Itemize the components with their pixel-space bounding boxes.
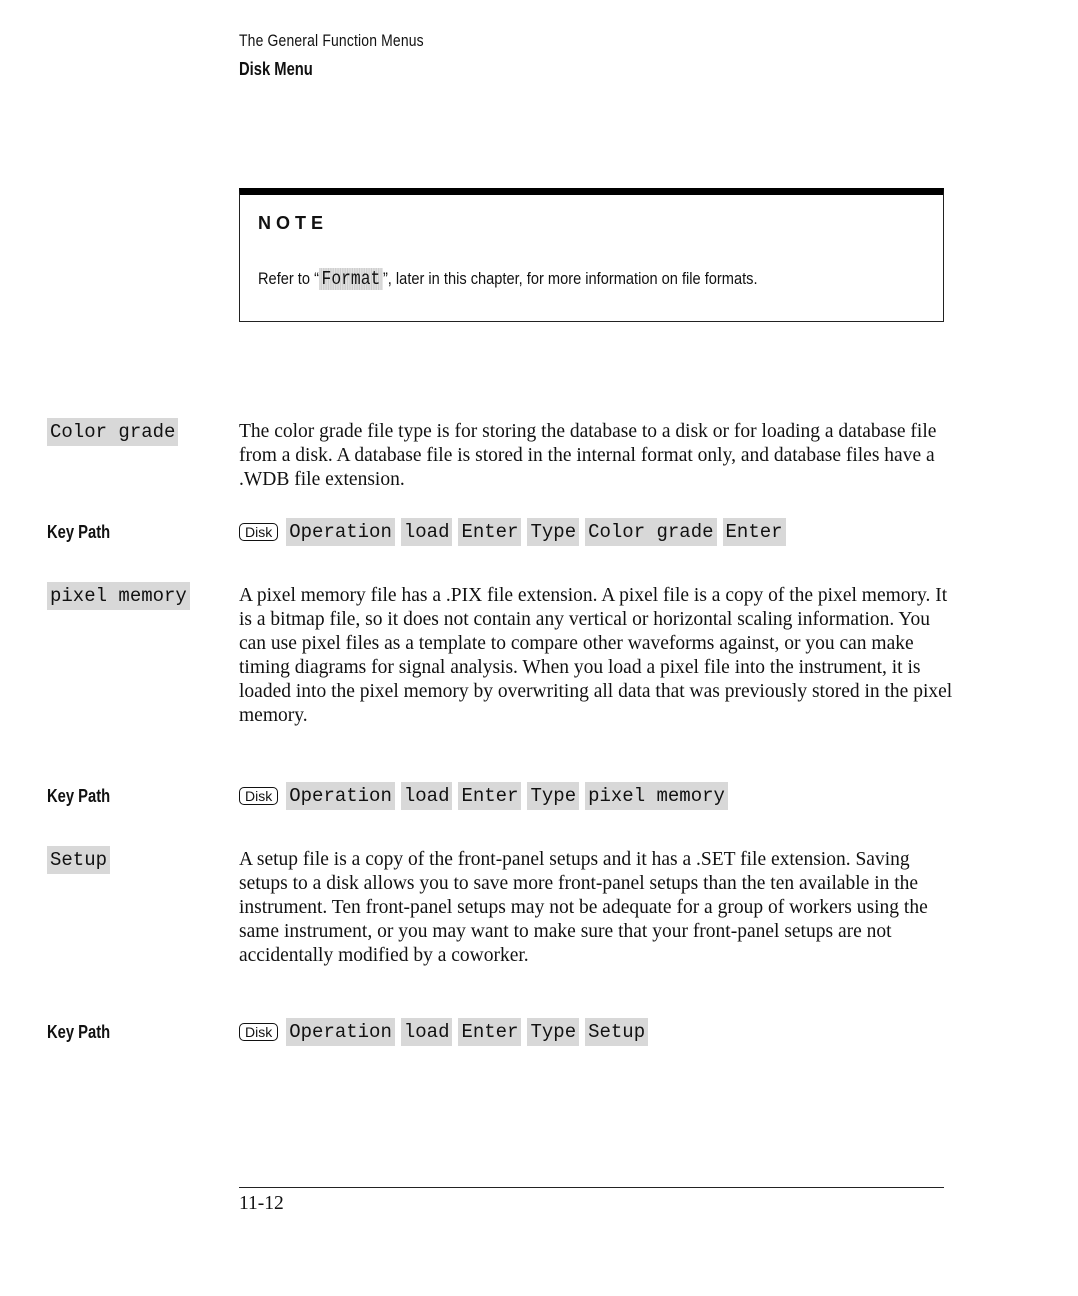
enter-softkey[interactable]: Enter — [458, 782, 521, 810]
disk-hardkey[interactable]: Disk — [239, 523, 278, 541]
enter-softkey[interactable]: Enter — [458, 518, 521, 546]
color-grade-keypath — [239, 518, 786, 546]
page-number: 11-12 — [239, 1193, 284, 1214]
color-grade-softkey[interactable]: Color grade — [585, 518, 716, 546]
enter-softkey[interactable]: Enter — [458, 1018, 521, 1046]
color-grade-keypath-label: Key Path — [47, 522, 111, 542]
note-box — [239, 188, 944, 322]
pixel-memory-softkey[interactable]: pixel memory — [585, 782, 728, 810]
disk-hardkey[interactable]: Disk — [239, 1023, 278, 1041]
format-softkey[interactable]: Format — [319, 268, 383, 290]
section-header: Disk Menu — [239, 59, 313, 79]
setup-keypath — [239, 1018, 648, 1046]
setup-description: A setup file is a copy of the front-panel setups and it has a .SET file extension. Saving setups to a disk allows you to save more front-panel setups than the ten available in the instrument. Ten front-panel setups may not be adequate for a group of workers using the same instrument, or you may want to make sure that your front-panel setups are not accidentally modified by a coworker. — [239, 849, 928, 966]
chapter-header: The General Function Menus — [239, 31, 424, 50]
note-title: NOTE — [258, 213, 329, 233]
type-softkey[interactable]: Type — [527, 1018, 579, 1046]
pixel-memory-softkey[interactable]: pixel memory — [47, 582, 190, 610]
color-grade-description: The color grade file type is for storing the database to a disk or for loading a database file from a disk. A database file is stored in the internal format only, and database files have a .WDB file extension. — [239, 421, 937, 490]
note-text-after: ”, later in this chapter, for more information on file formats. — [382, 269, 758, 288]
type-softkey[interactable]: Type — [527, 518, 579, 546]
color-grade-softkey-label — [47, 418, 178, 446]
footer-divider — [239, 1187, 944, 1188]
note-text-before: Refer to “ — [258, 269, 319, 288]
setup-keypath-label: Key Path — [47, 1022, 111, 1042]
enter-softkey[interactable]: Enter — [723, 518, 786, 546]
load-softkey[interactable]: load — [401, 518, 453, 546]
pixel-memory-keypath — [239, 782, 728, 810]
disk-hardkey[interactable]: Disk — [239, 787, 278, 805]
operation-softkey[interactable]: Operation — [286, 518, 395, 546]
pixel-memory-description: A pixel memory file has a .PIX file extension. A pixel file is a copy of the pixel memory. It is a bitmap file, so it does not contain any vertical or horizontal scaling information. You can use pixel files as a template to compare other waveforms against, or you can make timing diagrams for signal analysis. When you load a pixel file into the instrument, it is loaded into the pixel memory by overwriting all data that was previously stored in the pixel memory. — [239, 585, 953, 726]
pixel-memory-keypath-label: Key Path — [47, 786, 111, 806]
load-softkey[interactable]: load — [401, 1018, 453, 1046]
pixel-memory-softkey-label — [47, 582, 190, 610]
type-softkey[interactable]: Type — [527, 782, 579, 810]
load-softkey[interactable]: load — [401, 782, 453, 810]
operation-softkey[interactable]: Operation — [286, 1018, 395, 1046]
operation-softkey[interactable]: Operation — [286, 782, 395, 810]
setup-softkey[interactable]: Setup — [585, 1018, 648, 1046]
setup-softkey-label — [47, 846, 110, 874]
color-grade-softkey[interactable]: Color grade — [47, 418, 178, 446]
note-text — [258, 268, 758, 290]
setup-softkey[interactable]: Setup — [47, 846, 110, 874]
